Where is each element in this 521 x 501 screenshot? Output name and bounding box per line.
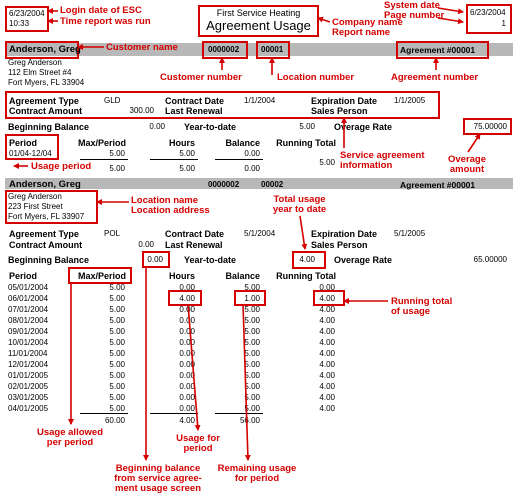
callout-usage-period: Usage period [31, 161, 92, 172]
row-hours: 0.00 [179, 382, 195, 391]
year-to-date-2: 4.00 [299, 255, 315, 264]
row-max: 5.00 [109, 371, 125, 380]
hours-label-2: Hours [168, 271, 195, 281]
row-period: 12/01/2004 [8, 360, 49, 369]
row-balance: 5.00 [244, 338, 260, 347]
callout-total-usage-1: Total usage [273, 194, 326, 205]
running-total-1: 5.00 [319, 158, 335, 167]
row-running: 4.00 [319, 316, 335, 325]
callout-system-date: System date [384, 0, 440, 11]
expiration-date-2: 5/1/2005 [394, 229, 426, 238]
year-to-date-label-2: Year-to-date [184, 255, 237, 265]
row-balance: 5.00 [244, 316, 260, 325]
callout-location-address: Location address [131, 205, 210, 216]
row-hours: 0.00 [179, 360, 195, 369]
callout-running-total-2: of usage [391, 306, 431, 317]
callout-service-agreement-1: Service agreement [340, 150, 425, 161]
row-max: 5.00 [109, 283, 125, 292]
contract-date-label-1: Contract Date [165, 96, 225, 106]
beginning-balance-label-2: Beginning Balance [8, 255, 90, 265]
report-name: Agreement Usage [206, 18, 311, 33]
callout-page-number: Page number [384, 10, 445, 21]
callout-total-usage-2: year to date [272, 204, 327, 215]
row-period: 09/01/2004 [8, 327, 49, 336]
agreement-type-label-2: Agreement Type [9, 229, 79, 239]
row-max: 5.00 [109, 382, 125, 391]
total-hours-1: 5.00 [179, 164, 195, 173]
last-renewal-label-2: Last Renewal [165, 240, 223, 250]
arrow-total-usage [300, 216, 305, 249]
row-hours: 0.00 [179, 404, 195, 413]
balance-label-2: Balance [225, 271, 260, 281]
row-max: 5.00 [109, 305, 125, 314]
address-1-line-1: Greg Anderson [8, 58, 62, 67]
row-period: 02/01/2005 [8, 382, 49, 391]
callout-remaining-1: Remaining usage [217, 463, 297, 474]
row-balance: 5.00 [244, 371, 260, 380]
row-running: 4.00 [319, 294, 335, 303]
contract-amount-label-1: Contract Amount [9, 106, 83, 116]
callout-beginning-2: from service agree- [114, 473, 202, 484]
hours-1: 5.00 [179, 149, 195, 158]
location-number-2: 00002 [261, 180, 284, 189]
row-max: 5.00 [109, 360, 125, 369]
overage-rate-label-2: Overage Rate [334, 255, 393, 265]
row-period: 01/01/2005 [8, 371, 49, 380]
expiration-date-1: 1/1/2005 [394, 96, 426, 105]
total-rule-hours-1 [150, 159, 198, 160]
beginning-balance-label-1: Beginning Balance [8, 122, 90, 132]
row-running: 4.00 [319, 360, 335, 369]
row-running: 4.00 [319, 327, 335, 336]
row-max: 5.00 [109, 393, 125, 402]
callout-location-number: Location number [277, 72, 355, 83]
row-balance: 5.00 [244, 327, 260, 336]
total-rule-balance-2 [215, 413, 263, 414]
row-period: 04/01/2005 [8, 404, 49, 413]
location-number-1: 00001 [261, 45, 284, 54]
row-running: 4.00 [319, 338, 335, 347]
overage-rate-2: 65.00000 [473, 255, 507, 264]
year-to-date-1: 5.00 [299, 122, 315, 131]
row-max: 5.00 [109, 327, 125, 336]
total-rule-max-2 [80, 413, 128, 414]
agreement-number-1: Agreement #00001 [400, 45, 476, 55]
customer-number-2: 0000002 [208, 180, 240, 189]
address-2-line-1: Greg Anderson [8, 192, 62, 201]
balance-label-1: Balance [225, 138, 260, 148]
row-max: 5.00 [109, 294, 125, 303]
callout-service-agreement-2: information [340, 160, 393, 171]
row-balance: 1.00 [244, 294, 260, 303]
total-balance-2: 56.00 [239, 416, 260, 425]
row-period: 03/01/2005 [8, 393, 49, 402]
callout-login-date: Login date of ESC [60, 5, 142, 16]
row-balance: 5.00 [244, 360, 260, 369]
callout-usage-allowed-1: Usage allowed [37, 427, 103, 438]
callout-time-report: Time report was run [60, 16, 151, 27]
page-number: 1 [501, 19, 506, 28]
row-balance: 5.00 [244, 382, 260, 391]
row-running: 4.00 [319, 371, 335, 380]
row-period: 10/01/2004 [8, 338, 49, 347]
running-total-label-1: Running Total [276, 138, 336, 148]
running-total-label-2: Running Total [276, 271, 336, 281]
max-period-1: 5.00 [109, 149, 125, 158]
callout-customer-name: Customer name [106, 42, 178, 53]
hours-label-1: Hours [168, 138, 195, 148]
row-hours: 0.00 [179, 327, 195, 336]
row-running: 4.00 [319, 382, 335, 391]
row-period: 08/01/2004 [8, 316, 49, 325]
period-label-1: Period [9, 138, 38, 148]
total-rule-balance-1 [215, 159, 263, 160]
total-rule-max-1 [80, 159, 128, 160]
beginning-balance-2: 0.00 [147, 255, 163, 264]
arrow-overage [468, 134, 480, 152]
customer-number-1: 0000002 [208, 45, 240, 54]
address-1-line-3: Fort Myers, FL 33904 [8, 78, 85, 87]
callout-overage-1: Overage [447, 154, 487, 165]
contract-amount-label-2: Contract Amount [9, 240, 83, 250]
sales-person-label-1: Sales Person [311, 106, 368, 116]
agreement-type-2: POL [104, 229, 121, 238]
total-rule-hours-2 [150, 413, 198, 414]
contract-date-label-2: Contract Date [165, 229, 225, 239]
callout-remaining-2: for period [234, 473, 280, 484]
total-max-2: 60.00 [104, 416, 125, 425]
callout-beginning-1: Beginning balance [115, 463, 201, 474]
callout-agreement-number: Agreement number [391, 72, 479, 83]
period-1: 01/04-12/04 [9, 149, 52, 158]
address-2-line-2: 223 First Street [8, 202, 63, 211]
customer-name-1: Anderson, Greg [9, 44, 81, 55]
period-label-2: Period [9, 271, 38, 281]
row-hours: 0.00 [179, 349, 195, 358]
overage-rate-1: 75.00000 [473, 122, 507, 131]
contract-amount-2: 0.00 [138, 240, 154, 249]
expiration-date-label-2: Expiration Date [311, 229, 378, 239]
row-period: 05/01/2004 [8, 283, 49, 292]
balance-1: 0.00 [244, 149, 260, 158]
callout-running-total-1: Running total [391, 296, 453, 307]
address-2-line-3: Fort Myers, FL 33907 [8, 212, 85, 221]
row-hours: 0.00 [179, 393, 195, 402]
row-running: 4.00 [319, 305, 335, 314]
row-running: 4.00 [319, 404, 335, 413]
row-period: 11/01/2004 [8, 349, 48, 358]
contract-date-1: 1/1/2004 [244, 96, 276, 105]
callout-usage-for-2: period [183, 443, 213, 454]
row-max: 5.00 [109, 316, 125, 325]
row-hours: 0.00 [179, 316, 195, 325]
row-hours: 0.00 [179, 283, 195, 292]
row-balance: 5.00 [244, 393, 260, 402]
row-period: 07/01/2004 [8, 305, 49, 314]
row-running: 0.00 [319, 283, 335, 292]
arrow-company-name [318, 18, 330, 22]
callout-report-name: Report name [332, 27, 391, 38]
row-balance: 5.00 [244, 305, 260, 314]
contract-amount-1: 300.00 [129, 106, 154, 115]
row-hours: 4.00 [179, 294, 195, 303]
row-max: 5.00 [109, 338, 125, 347]
callout-location-name: Location name [131, 195, 199, 206]
total-balance-1: 0.00 [244, 164, 260, 173]
callout-customer-number: Customer number [160, 72, 242, 83]
callout-overage-2: amount [449, 164, 485, 175]
total-hours-2: 4.00 [179, 416, 195, 425]
max-period-label-1: Max/Period [77, 138, 126, 148]
agreement-number-2: Agreement #00001 [400, 180, 476, 190]
overage-rate-label-1: Overage Rate [334, 122, 393, 132]
beginning-balance-1: 0.00 [149, 122, 165, 131]
login-time: 10:33 [9, 19, 30, 28]
row-balance: 5.00 [244, 283, 260, 292]
sales-person-label-2: Sales Person [311, 240, 368, 250]
company-name: First Service Heating [216, 8, 301, 18]
callout-company-name: Company name [332, 17, 403, 28]
callout-usage-allowed-2: per period [46, 437, 94, 448]
contract-date-2: 5/1/2004 [244, 229, 276, 238]
system-date: 6/23/2004 [470, 8, 506, 17]
row-hours: 0.00 [179, 338, 195, 347]
address-1-line-2: 112 Elm Street #4 [8, 68, 72, 77]
row-balance: 5.00 [244, 404, 260, 413]
row-hours: 0.00 [179, 371, 195, 380]
row-balance: 5.00 [244, 349, 260, 358]
customer-name-2: Anderson, Greg [9, 179, 81, 190]
row-max: 5.00 [109, 404, 125, 413]
row-period: 06/01/2004 [8, 294, 49, 303]
total-max-1: 5.00 [109, 164, 125, 173]
callout-beginning-3: ment usage screen [114, 483, 202, 494]
row-running: 4.00 [319, 393, 335, 402]
expiration-date-label-1: Expiration Date [311, 96, 378, 106]
agreement-type-label-1: Agreement Type [9, 96, 79, 106]
callout-usage-for-1: Usage for [176, 433, 220, 444]
last-renewal-label-1: Last Renewal [165, 106, 223, 116]
row-running: 4.00 [319, 349, 335, 358]
year-to-date-label-1: Year-to-date [184, 122, 237, 132]
row-max: 5.00 [109, 349, 125, 358]
login-date: 6/23/2004 [9, 9, 45, 18]
agreement-type-1: GLD [104, 96, 121, 105]
max-period-label-2: Max/Period [77, 271, 126, 281]
row-hours: 0.00 [179, 305, 195, 314]
